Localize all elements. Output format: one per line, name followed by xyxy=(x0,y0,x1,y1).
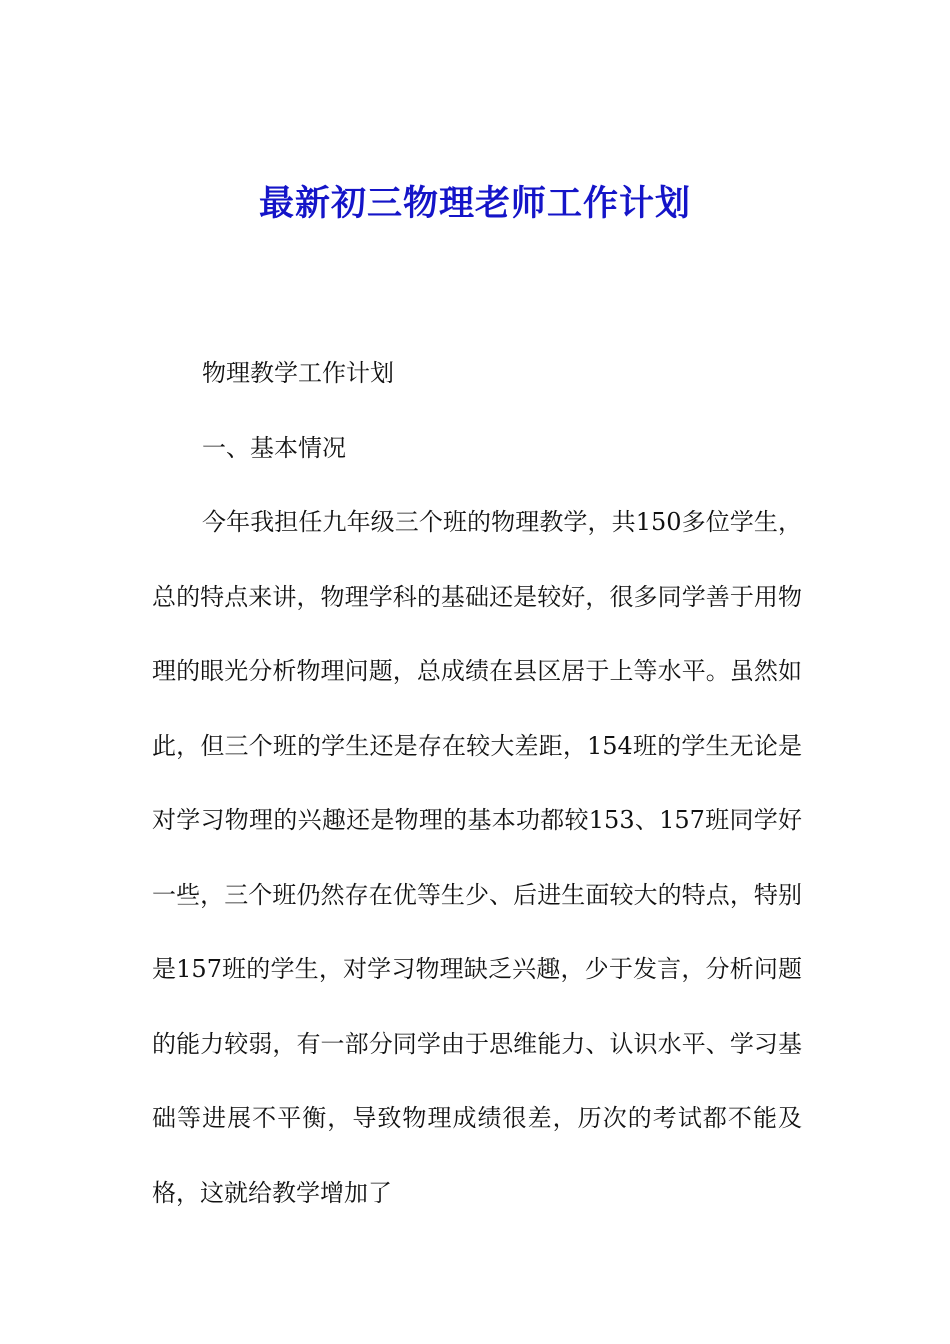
section-heading: 一、基本情况 xyxy=(202,433,346,462)
document-body xyxy=(152,336,802,1230)
paragraph: 今年我担任九年级三个班的物理教学，共150多位学生，总的特点来讲，物理学科的基础还是较好，很多同学善于用物理的眼光分析物理问题，总成绩在县区居于上等水平。虽然如此，但三个班的学生还是存在较大差距，154班的学生无论是对学习物理的兴趣还是物理的基本功都较153、157班同学好一些，三个班仍然存在优等生少、后进生面较大的特点，特别是157班的学生，对学习物理缺乏兴趣，少于发言，分析问题的能力较弱，有一部分同学由于思维能力、认识水平、学习基础等进展不平衡，导致物理成绩很差，历次的考试都不能及格，这就给教学增加了 xyxy=(152,508,802,1207)
subtitle: 物理教学工作计划 xyxy=(202,359,394,387)
document-title: 最新初三物理老师工作计划 xyxy=(258,183,691,224)
